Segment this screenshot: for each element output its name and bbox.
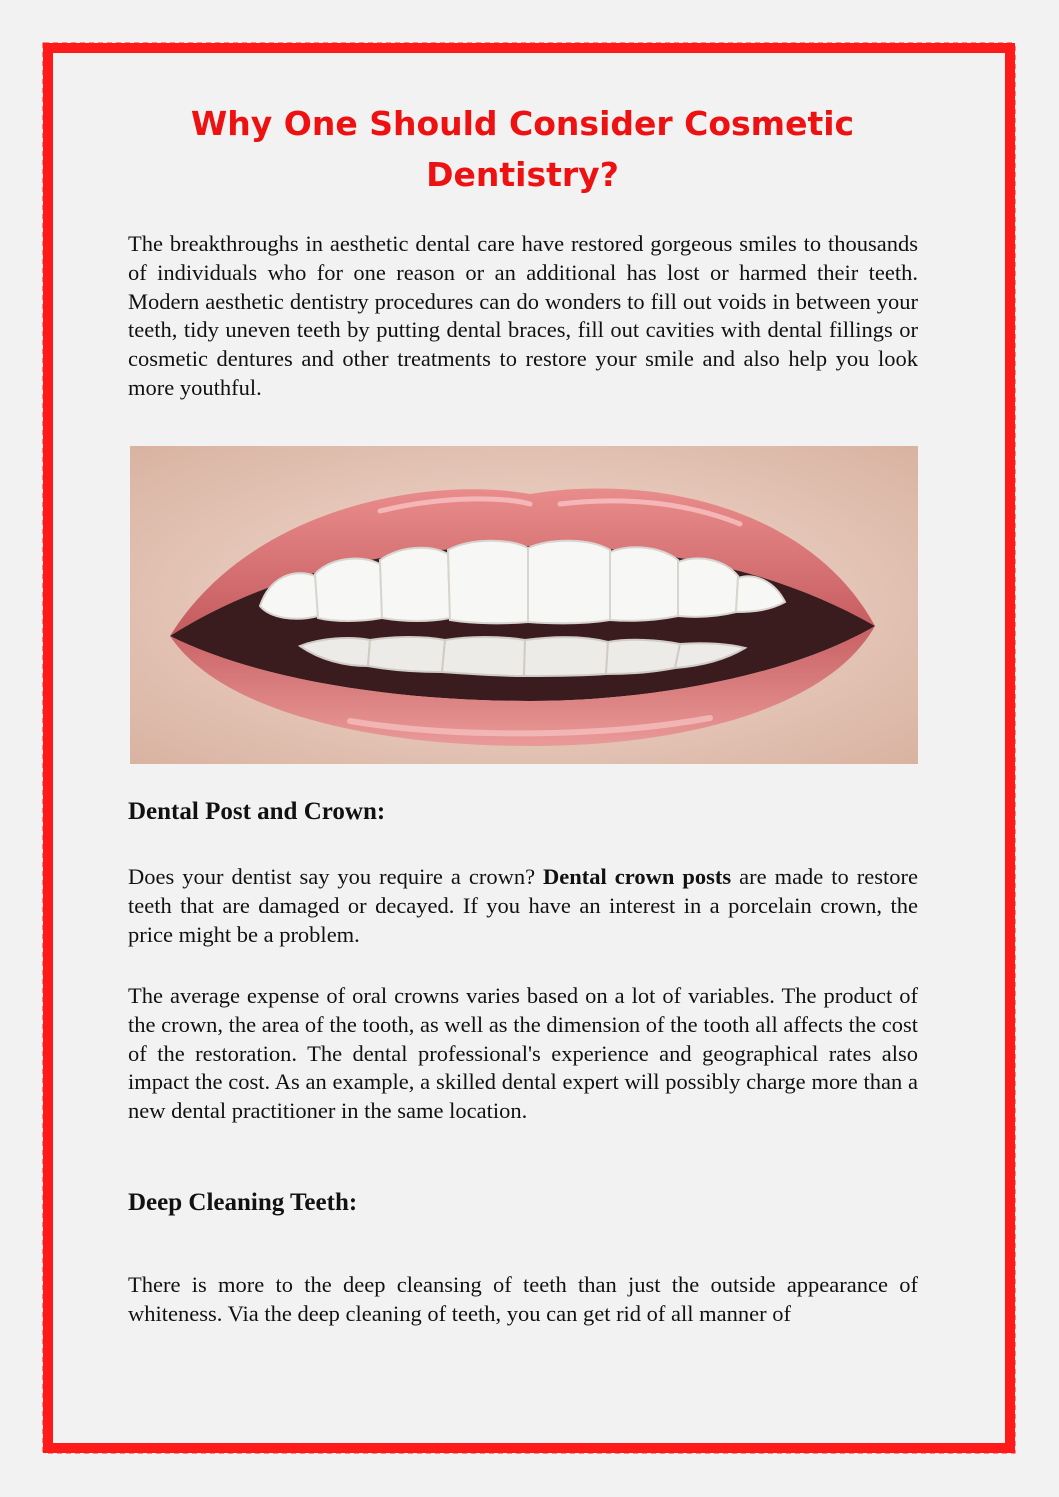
dental-crown-paragraph	[128, 863, 918, 949]
smile-illustration	[130, 446, 918, 764]
smile-photo	[130, 446, 918, 764]
page-title: Why One Should Consider Cosmetic Dentistry?	[190, 104, 855, 194]
dental-crown-text-after: are made to restore teeth that are damaged or decayed. If you have an interest in a porcelain crown, the price might be a problem.	[128, 864, 918, 947]
deep-cleaning-paragraph: There is more to the deep cleansing of teeth than just the outside appearance of whiteness. Via the deep cleaning of teeth, you can get rid of all manner of	[128, 1272, 918, 1326]
section-heading-dental-post-crown: Dental Post and Crown:	[128, 798, 386, 825]
crown-cost-paragraph: The average expense of oral crowns varies based on a lot of variables. The product of the crown, the area of the tooth, as well as the dimension of the tooth all affects the cost of the restoration. The dental professional's experience and geographical rates also impact the cost. As an example, a skilled dental expert will possibly charge more than a new dental practitioner in the same location.	[128, 983, 918, 1124]
dental-crown-posts-bold: Dental crown posts	[543, 864, 732, 889]
intro-paragraph: The breakthroughs in aesthetic dental care have restored gorgeous smiles to thousands of individuals who for one reason or an additional has lost or harmed their teeth. Modern aesthetic dentistry procedures can do wonders to fill out voids in between your teeth, tidy uneven teeth by putting dental braces, fill out cavities with dental fillings or cosmetic dentures and other treatments to restore your smile and also help you look more youthful.	[128, 231, 918, 400]
dental-crown-text-before: Does your dentist say you require a crown?	[128, 864, 544, 889]
section-heading-deep-cleaning: Deep Cleaning Teeth:	[128, 1189, 358, 1216]
